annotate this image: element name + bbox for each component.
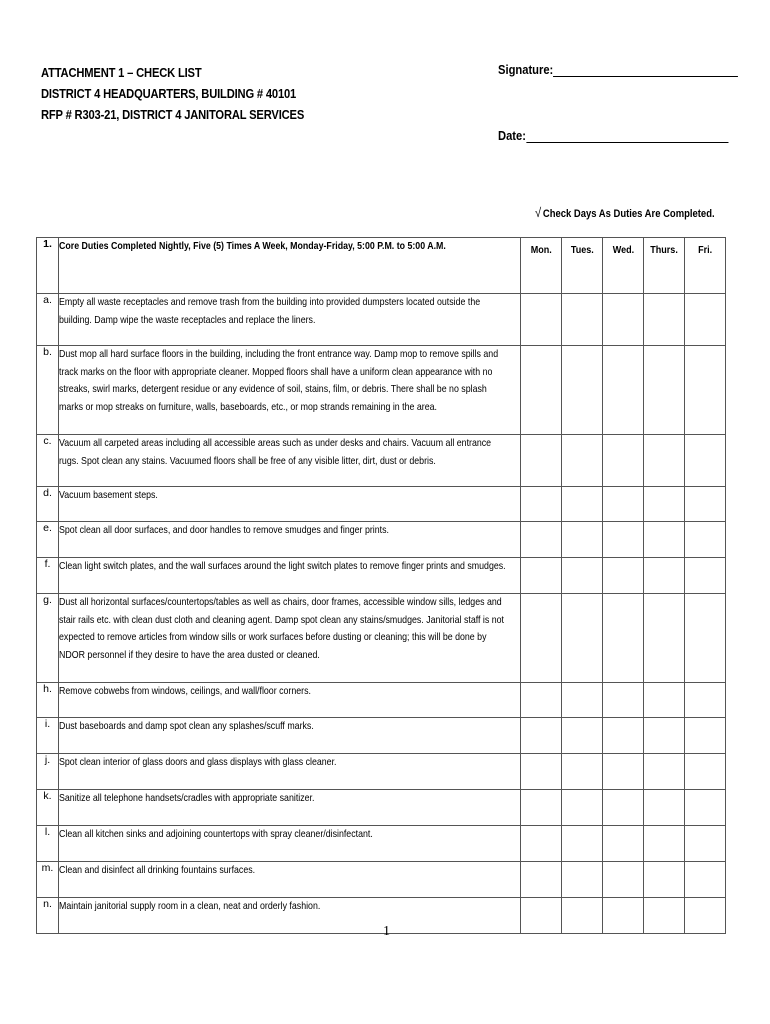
day-header-wed <box>603 238 644 294</box>
check-cell-wed[interactable] <box>603 487 644 522</box>
check-cell-fri[interactable] <box>685 487 726 522</box>
duty-description <box>59 594 521 683</box>
duty-description-text: Clean light switch plates, and the wall surfaces around the light switch plates to remove finger prints and smudges. <box>59 560 506 572</box>
duty-code: i. <box>37 718 59 754</box>
checkmark-icon: √ <box>535 205 542 220</box>
duty-description <box>59 898 521 934</box>
check-cell-tues[interactable] <box>562 435 603 487</box>
check-cell-tues[interactable] <box>562 718 603 754</box>
check-cell-mon[interactable] <box>521 862 562 898</box>
check-cell-tues[interactable] <box>562 683 603 718</box>
check-cell-fri[interactable] <box>685 718 726 754</box>
check-cell-fri[interactable] <box>685 294 726 346</box>
check-instruction-text: Check Days As Duties Are Completed. <box>542 208 715 220</box>
check-cell-mon[interactable] <box>521 558 562 594</box>
duty-description-text: Empty all waste receptacles and remove trash from the building into provided dumpsters located outside the building. Damp wipe the waste receptacles and replace the liners. <box>59 296 481 326</box>
duty-description <box>59 487 521 522</box>
check-cell-thurs[interactable] <box>644 790 685 826</box>
check-cell-tues[interactable] <box>562 594 603 683</box>
table-row <box>37 826 726 862</box>
duty-code: e. <box>37 522 59 558</box>
check-cell-fri[interactable] <box>685 898 726 934</box>
check-cell-wed[interactable] <box>603 522 644 558</box>
check-cell-mon[interactable] <box>521 522 562 558</box>
check-cell-thurs[interactable] <box>644 683 685 718</box>
check-cell-wed[interactable] <box>603 594 644 683</box>
duty-code: m. <box>37 862 59 898</box>
day-header-tues <box>562 238 603 294</box>
check-cell-thurs[interactable] <box>644 522 685 558</box>
header-building: DISTRICT 4 HEADQUARTERS, BUILDING # 40101 <box>41 86 297 101</box>
check-cell-tues[interactable] <box>562 862 603 898</box>
check-cell-mon[interactable] <box>521 826 562 862</box>
check-cell-tues[interactable] <box>562 826 603 862</box>
duty-description-text: Spot clean all door surfaces, and door handles to remove smudges and finger prints. <box>59 524 389 536</box>
check-cell-wed[interactable] <box>603 346 644 435</box>
check-cell-tues[interactable] <box>562 754 603 790</box>
check-cell-tues[interactable] <box>562 294 603 346</box>
day-label: Fri. <box>697 244 713 256</box>
table-row <box>37 718 726 754</box>
check-cell-fri[interactable] <box>685 558 726 594</box>
table-row <box>37 898 726 934</box>
duty-code: b. <box>37 346 59 435</box>
duty-description-text: Sanitize all telephone handsets/cradles with appropriate sanitizer. <box>59 792 315 804</box>
duty-code: l. <box>37 826 59 862</box>
check-cell-wed[interactable] <box>603 718 644 754</box>
check-cell-tues[interactable] <box>562 898 603 934</box>
check-cell-fri[interactable] <box>685 522 726 558</box>
duty-description <box>59 435 521 487</box>
duty-code: c. <box>37 435 59 487</box>
check-cell-mon[interactable] <box>521 754 562 790</box>
duty-description <box>59 862 521 898</box>
check-cell-wed[interactable] <box>603 754 644 790</box>
check-cell-wed[interactable] <box>603 862 644 898</box>
duty-description <box>59 558 521 594</box>
signature-blank[interactable] <box>553 63 738 77</box>
check-cell-mon[interactable] <box>521 718 562 754</box>
check-cell-wed[interactable] <box>603 558 644 594</box>
duty-description <box>59 346 521 435</box>
duty-description <box>59 826 521 862</box>
check-cell-mon[interactable] <box>521 594 562 683</box>
header-rfp: RFP # R303-21, DISTRICT 4 JANITORAL SERVICES <box>41 107 305 122</box>
check-cell-thurs[interactable] <box>644 294 685 346</box>
check-cell-fri[interactable] <box>685 790 726 826</box>
check-cell-mon[interactable] <box>521 898 562 934</box>
duty-description-text: Dust all horizontal surfaces/countertops/tables as well as chairs, door frames, accessible window sills, ledges and stair rails etc. with clean dust cloth and cleaning agent. Damp spot clean any stains/smudges. Janitorial staff is not expected to remove articles from window sills or work surfaces before dusting or cleaning; this will be done by NDOR personnel if they desire to have the area dusted or cleaned. <box>59 596 505 661</box>
check-cell-wed[interactable] <box>603 790 644 826</box>
duty-description-text: Remove cobwebs from windows, ceilings, and wall/floor corners. <box>59 685 311 697</box>
check-cell-tues[interactable] <box>562 522 603 558</box>
table-row <box>37 522 726 558</box>
duty-description <box>59 754 521 790</box>
day-label: Mon. <box>530 244 552 256</box>
duty-code: h. <box>37 683 59 718</box>
header-attachment-title: ATTACHMENT 1 – CHECK LIST <box>41 65 202 80</box>
day-label: Wed. <box>612 244 634 256</box>
duty-code: f. <box>37 558 59 594</box>
duty-description <box>59 294 521 346</box>
check-cell-fri[interactable] <box>685 683 726 718</box>
duty-description <box>59 790 521 826</box>
table-row <box>37 294 726 346</box>
duty-description-text: Maintain janitorial supply room in a clean, neat and orderly fashion. <box>59 900 321 912</box>
date-blank[interactable] <box>526 129 728 143</box>
check-cell-mon[interactable] <box>521 346 562 435</box>
table-row <box>37 487 726 522</box>
day-header-thurs <box>644 238 685 294</box>
check-cell-wed[interactable] <box>603 683 644 718</box>
check-cell-fri[interactable] <box>685 862 726 898</box>
check-cell-fri[interactable] <box>685 346 726 435</box>
duty-code: g. <box>37 594 59 683</box>
duty-code: n. <box>37 898 59 934</box>
check-cell-tues[interactable] <box>562 790 603 826</box>
duty-description <box>59 522 521 558</box>
check-instruction <box>535 205 715 220</box>
check-cell-thurs[interactable] <box>644 435 685 487</box>
duty-description-text: Dust baseboards and damp spot clean any splashes/scuff marks. <box>59 720 314 732</box>
check-cell-thurs[interactable] <box>644 558 685 594</box>
check-cell-wed[interactable] <box>603 826 644 862</box>
table-header-row <box>37 238 726 294</box>
duty-description <box>59 718 521 754</box>
duty-description-text: Spot clean interior of glass doors and glass displays with glass cleaner. <box>59 756 337 768</box>
check-cell-mon[interactable] <box>521 294 562 346</box>
duty-description <box>59 683 521 718</box>
check-cell-thurs[interactable] <box>644 826 685 862</box>
check-cell-wed[interactable] <box>603 294 644 346</box>
check-cell-mon[interactable] <box>521 487 562 522</box>
table-row <box>37 862 726 898</box>
duty-code: d. <box>37 487 59 522</box>
day-header-mon <box>521 238 562 294</box>
signature-label: Signature: <box>498 62 554 77</box>
duty-code: a. <box>37 294 59 346</box>
check-cell-wed[interactable] <box>603 898 644 934</box>
date-label: Date: <box>498 128 526 143</box>
check-cell-tues[interactable] <box>562 346 603 435</box>
duty-code: j. <box>37 754 59 790</box>
date-line <box>498 128 728 143</box>
day-label: Tues. <box>570 244 594 256</box>
table-row <box>37 683 726 718</box>
day-header-fri <box>685 238 726 294</box>
check-cell-mon[interactable] <box>521 435 562 487</box>
check-cell-fri[interactable] <box>685 594 726 683</box>
check-cell-thurs[interactable] <box>644 487 685 522</box>
check-cell-thurs[interactable] <box>644 346 685 435</box>
check-cell-tues[interactable] <box>562 487 603 522</box>
check-cell-thurs[interactable] <box>644 754 685 790</box>
check-cell-fri[interactable] <box>685 435 726 487</box>
table-row <box>37 558 726 594</box>
check-cell-thurs[interactable] <box>644 862 685 898</box>
section-title-text: Core Duties Completed Nightly, Five (5) Times A Week, Monday-Friday, 5:00 P.M. to 5:00 A.M. <box>59 240 446 252</box>
table-row <box>37 754 726 790</box>
table-row <box>37 790 726 826</box>
page-number: 1 <box>383 924 390 939</box>
signature-line <box>498 62 738 77</box>
check-cell-fri[interactable] <box>685 826 726 862</box>
check-cell-mon[interactable] <box>521 790 562 826</box>
table-row <box>37 594 726 683</box>
check-cell-mon[interactable] <box>521 683 562 718</box>
section-title <box>59 238 521 294</box>
duty-description-text: Vacuum basement steps. <box>59 489 158 501</box>
duties-checklist-table <box>36 237 726 934</box>
table-row <box>37 435 726 487</box>
check-cell-thurs[interactable] <box>644 594 685 683</box>
section-number: 1. <box>37 238 59 294</box>
check-cell-tues[interactable] <box>562 558 603 594</box>
table-row <box>37 346 726 435</box>
check-cell-wed[interactable] <box>603 435 644 487</box>
duty-description-text: Dust mop all hard surface floors in the building, including the front entrance way. Damp mop to remove spills and track marks on the floor with appropriate cleaner. Mopped floors shall have a uniform clean appearance with no streaks, swirl marks, detergent residue or any evidence of soil, stains, film, or debris. There shall be no splash marks or mop streaks on furniture, walls, baseboards, etc., or mop strands remaining in the area. <box>59 348 499 413</box>
document-header <box>41 62 304 125</box>
duty-description-text: Vacuum all carpeted areas including all accessible areas such as under desks and chairs. Vacuum all entrance rugs. Spot clean any stains. Vacuumed floors shall be free of any visible litter, dirt, dust or debris. <box>59 437 492 467</box>
day-label: Thurs. <box>650 244 678 256</box>
check-cell-thurs[interactable] <box>644 718 685 754</box>
duty-description-text: Clean all kitchen sinks and adjoining countertops with spray cleaner/disinfectant. <box>59 828 373 840</box>
duty-code: k. <box>37 790 59 826</box>
check-cell-fri[interactable] <box>685 754 726 790</box>
duty-description-text: Clean and disinfect all drinking fountains surfaces. <box>59 864 256 876</box>
check-cell-thurs[interactable] <box>644 898 685 934</box>
